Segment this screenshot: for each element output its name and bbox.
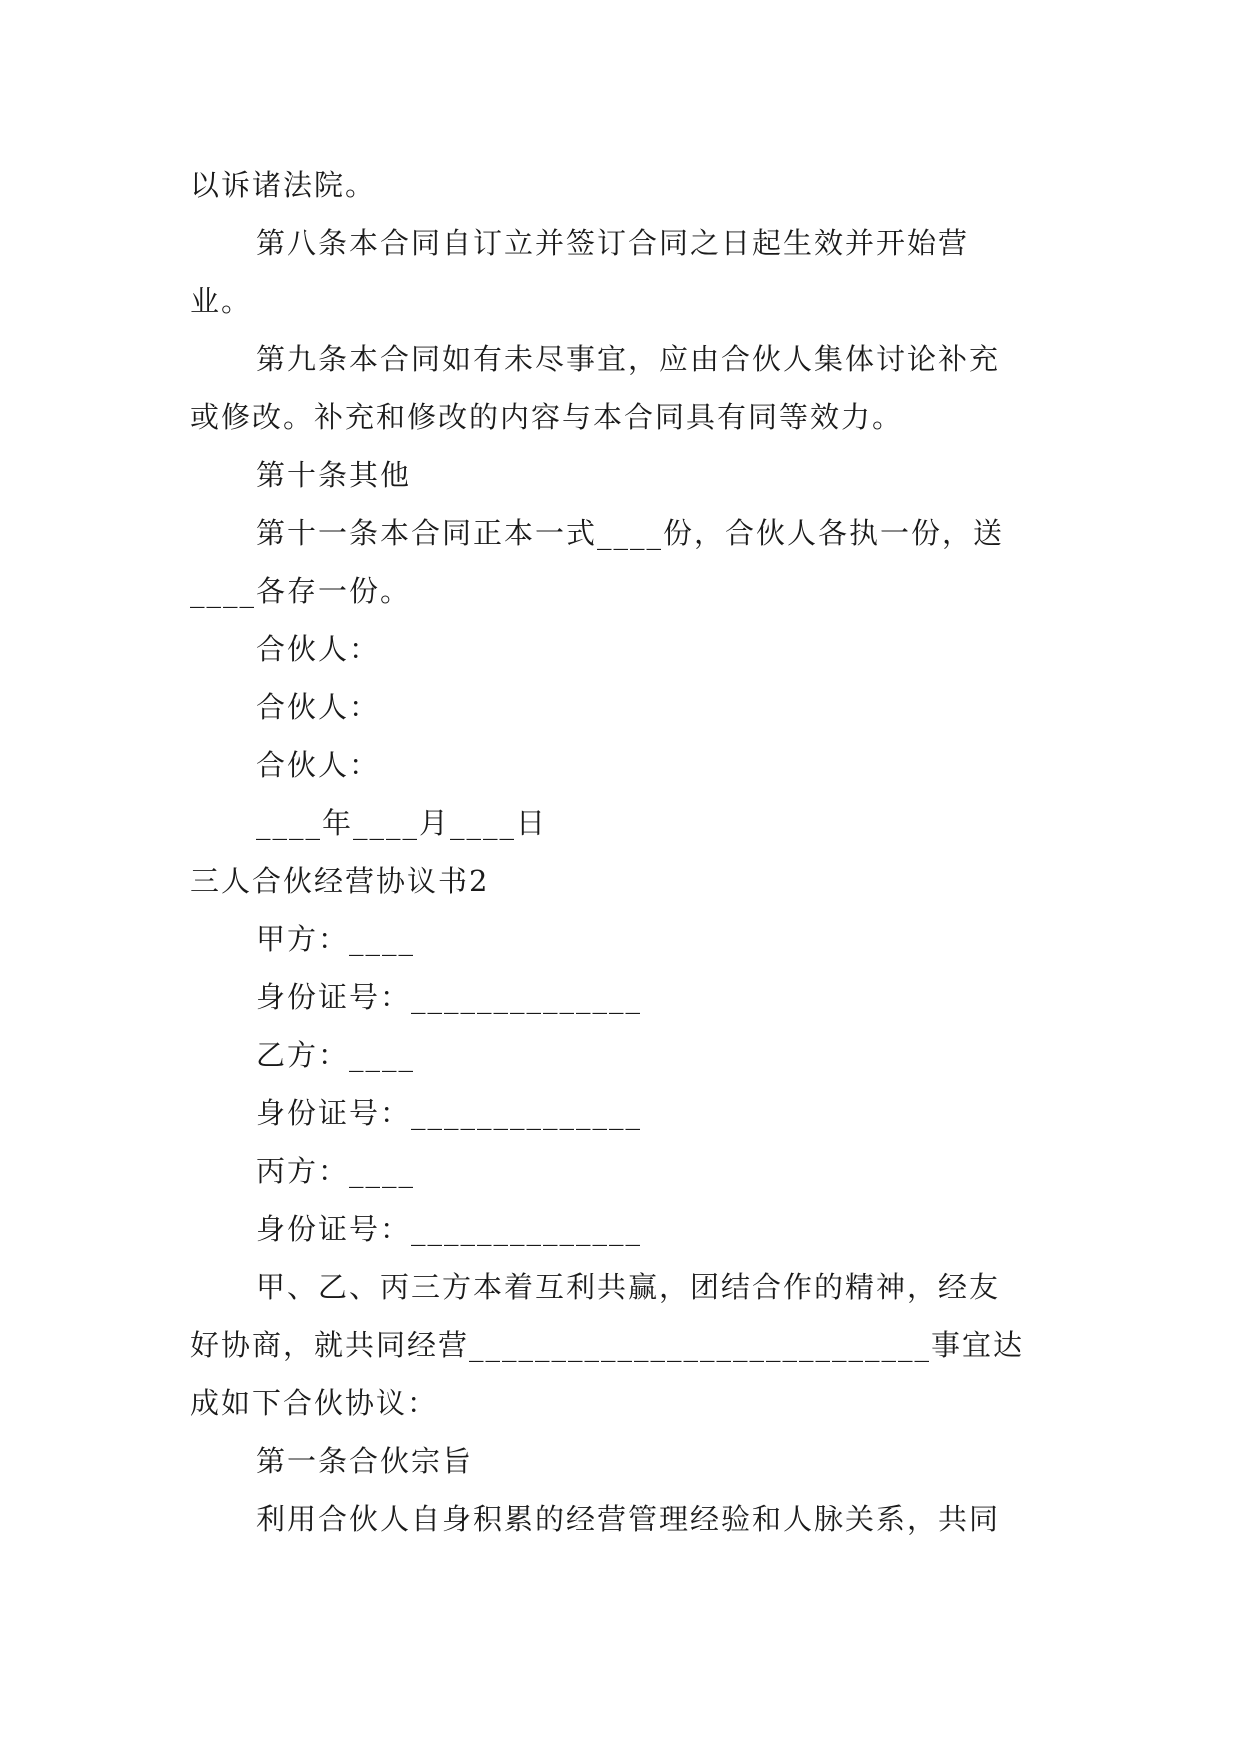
id-number-line: 身份证号：______________	[256, 1096, 643, 1130]
section-title: 三人合伙经营协议书2	[190, 864, 490, 898]
text-line: 第十一条本合同正本一式____份，合伙人各执一份，送	[256, 516, 1005, 550]
text-line: 业。	[190, 284, 253, 318]
text-line: ____各存一份。	[190, 574, 412, 608]
text-line: 合伙人：	[256, 632, 381, 666]
text-line: 利用合伙人自身积累的经营管理经验和人脉关系，共同	[256, 1502, 1001, 1536]
id-number-line: 身份证号：______________	[256, 980, 643, 1014]
text-line: 好协商，就共同经营____________________________事宜达	[190, 1328, 1025, 1362]
text-line: 以诉诸法院。	[190, 168, 377, 202]
text-line: 第十条其他	[256, 458, 412, 492]
text-line: 第八条本合同自订立并签订合同之日起生效并开始营	[256, 226, 970, 260]
id-number-line: 身份证号：______________	[256, 1212, 643, 1246]
text-line: 甲、乙、丙三方本着互利共赢，团结合作的精神，经友	[256, 1270, 1001, 1304]
text-line: 第九条本合同如有未尽事宜，应由合伙人集体讨论补充	[256, 342, 1001, 376]
article-heading: 第一条合伙宗旨	[256, 1444, 474, 1478]
date-line: ____年____月____日	[256, 806, 548, 840]
party-a-line: 甲方：____	[256, 922, 416, 956]
party-c-line: 丙方：____	[256, 1154, 416, 1188]
party-b-line: 乙方：____	[256, 1038, 416, 1072]
text-line: 合伙人：	[256, 690, 381, 724]
text-line: 成如下合伙协议：	[190, 1386, 439, 1420]
text-line: 或修改。补充和修改的内容与本合同具有同等效力。	[190, 400, 904, 434]
text-line: 合伙人：	[256, 748, 381, 782]
